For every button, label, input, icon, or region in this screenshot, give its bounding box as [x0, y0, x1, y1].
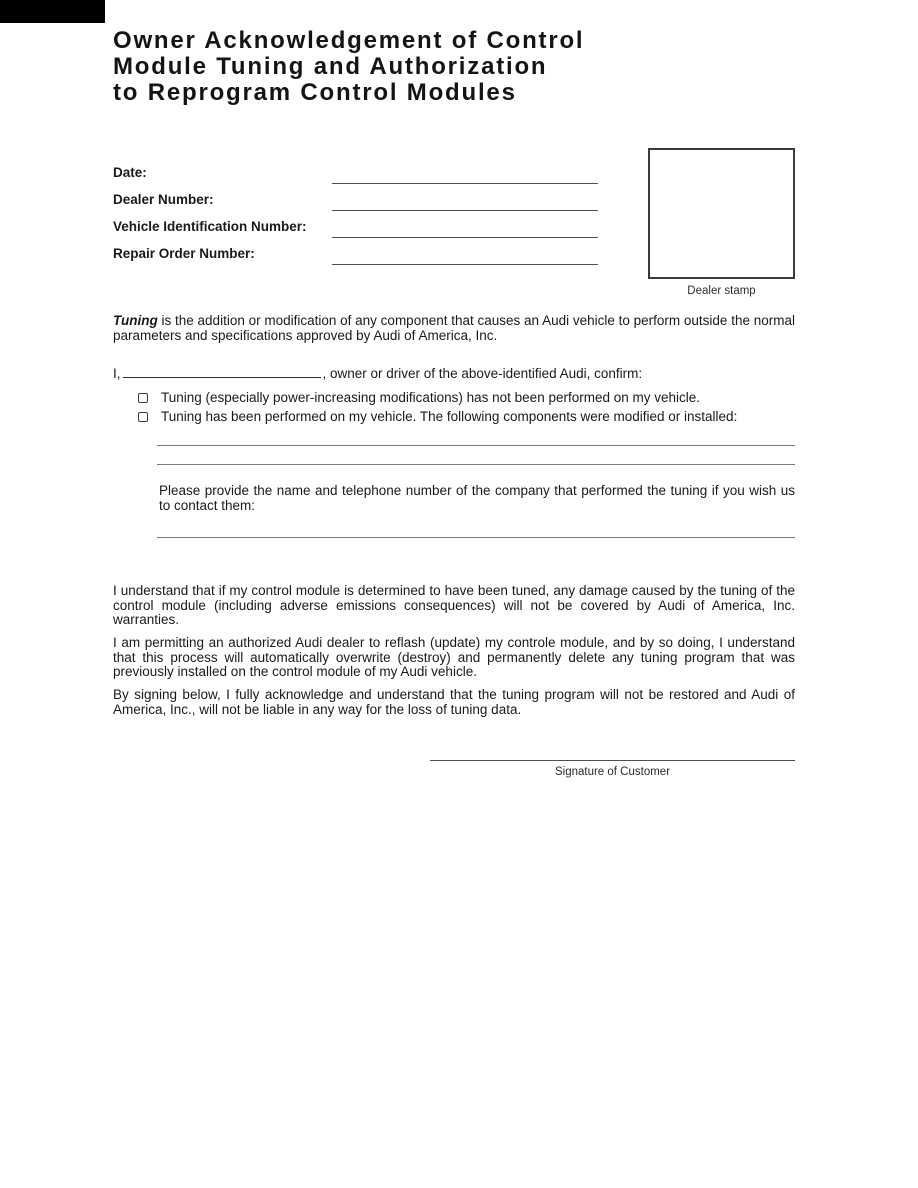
date-input-line[interactable]	[332, 165, 598, 184]
owner-confirmation-line	[113, 365, 642, 381]
customer-signature-label: Signature of Customer	[554, 766, 671, 778]
tuning-term: Tuning	[113, 313, 158, 328]
contact-note: Please provide the name and telephone number of the company that performed the tuning if you wish us to contact them:	[159, 483, 795, 513]
scan-artifact-black-corner	[0, 0, 105, 23]
paragraph-reflash-permission: I am permitting an authorized Audi dealer to reflash (update) my controle module, and by so doing, I understand that this process will automatically overwrite (destroy) and permanently delete any tuning program that was previously installed on the control module of my Audi vehicle.	[113, 635, 795, 680]
dealer-stamp-label: Dealer stamp	[687, 285, 756, 297]
dealer-number-input-line[interactable]	[332, 192, 598, 211]
tuning-definition-text: is the addition or modification of any component that causes an Audi vehicle to perform outside the normal parameters and specifications approved by Audi of America, Inc.	[113, 313, 795, 343]
option-tuning-not-performed-label: Tuning (especially power-increasing modifications) has not been performed on my vehicle.	[161, 390, 701, 405]
dealer-stamp-box	[648, 148, 795, 279]
checkbox-tuning-performed[interactable]	[138, 412, 148, 422]
vin-input-line[interactable]	[332, 219, 598, 238]
field-row-dealer-number	[113, 192, 598, 214]
owner-line-prefix: I,	[113, 366, 121, 381]
field-row-vin	[113, 219, 598, 241]
dealer-number-label: Dealer Number:	[113, 192, 214, 207]
page-title-line-3: to Reprogram Control Modules	[113, 79, 517, 106]
page-title-line-1: Owner Acknowledgement of Control	[113, 27, 585, 54]
page-title	[113, 28, 584, 106]
option-tuning-not-performed	[137, 390, 797, 405]
company-contact-input-line[interactable]	[157, 537, 795, 538]
repair-order-label: Repair Order Number:	[113, 246, 255, 261]
vin-label: Vehicle Identification Number:	[113, 219, 307, 234]
components-input-line-1[interactable]	[157, 445, 795, 446]
paragraph-no-restore: By signing below, I fully acknowledge and understand that the tuning program will not be restored and Audi of America, Inc., will not be liable in any way for the loss of tuning data.	[113, 687, 795, 717]
checkbox-tuning-not-performed[interactable]	[138, 393, 148, 403]
date-label: Date:	[113, 165, 147, 180]
components-input-line-2[interactable]	[157, 464, 795, 465]
option-tuning-performed-label: Tuning has been performed on my vehicle. The following components were modified or installed:	[161, 409, 738, 424]
repair-order-input-line[interactable]	[332, 246, 598, 265]
page-title-line-2: Module Tuning and Authorization	[113, 53, 548, 80]
owner-name-input-line[interactable]	[123, 365, 321, 378]
tuning-definition-paragraph	[113, 314, 795, 343]
option-tuning-performed	[137, 409, 797, 424]
customer-signature-line[interactable]	[430, 760, 795, 761]
field-row-repair-order	[113, 246, 598, 268]
owner-line-suffix: , owner or driver of the above-identified Audi, confirm:	[322, 366, 643, 381]
paragraph-warranty: I understand that if my control module is determined to have been tuned, any damage caused by the tuning of the control module (including adverse emissions consequences) will not be covered by Audi of America, Inc. warranties.	[113, 583, 795, 628]
field-row-date	[113, 165, 598, 187]
